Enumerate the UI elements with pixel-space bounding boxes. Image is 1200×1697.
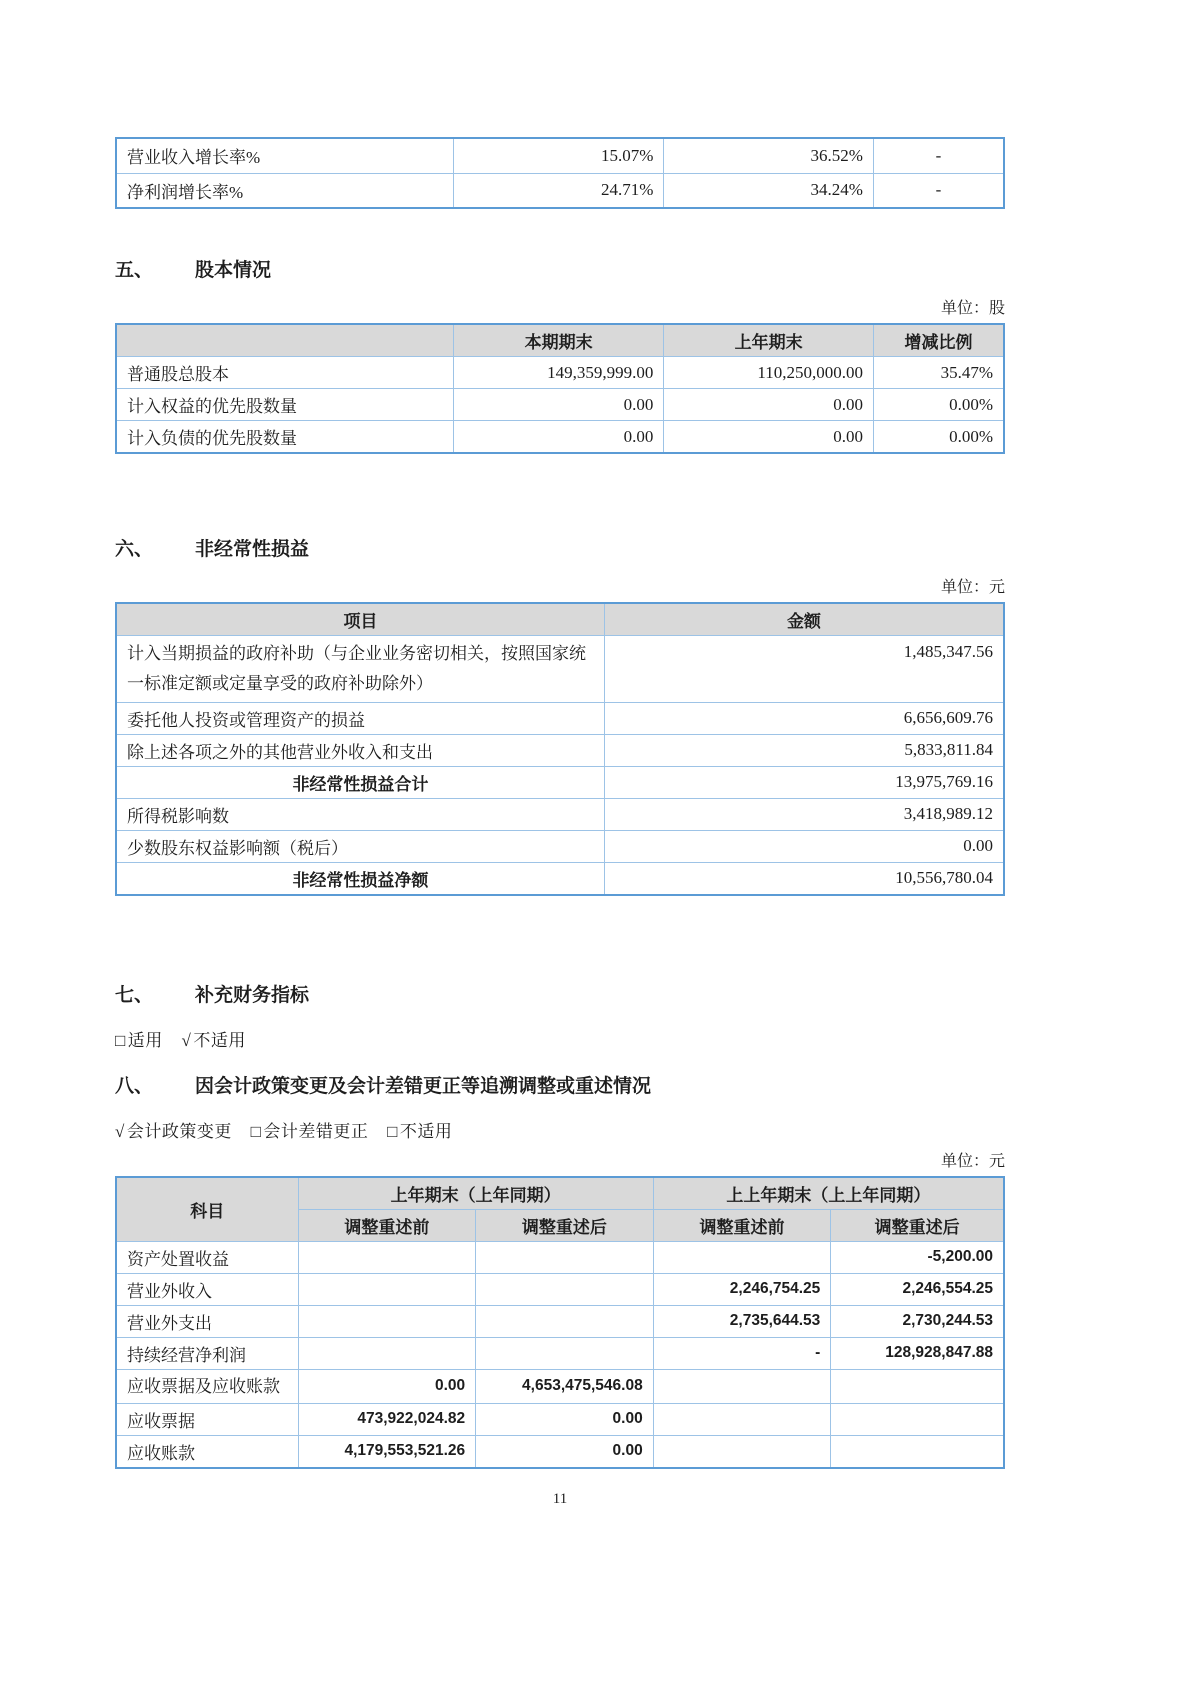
- table-header-row: [116, 324, 1004, 357]
- value-prior: 110,250,000.00: [664, 357, 874, 389]
- value-c4: 128,928,847.88: [831, 1337, 1004, 1369]
- value-current: 15.07%: [453, 138, 663, 173]
- option-item: [115, 1031, 163, 1050]
- row-label: 少数股东权益影响额（税后）: [116, 830, 604, 862]
- value-c4: [831, 1435, 1004, 1468]
- value-prior: 36.52%: [664, 138, 874, 173]
- value-c3: 2,246,754.25: [653, 1273, 831, 1305]
- option-item: [387, 1122, 452, 1141]
- section-number: 六、: [115, 539, 154, 560]
- value-c3: [653, 1403, 831, 1435]
- value-change: 0.00%: [873, 389, 1004, 421]
- value-prior: 0.00: [664, 421, 874, 454]
- value-current: 149,359,999.00: [453, 357, 663, 389]
- value-current: 0.00: [453, 389, 663, 421]
- table-row: [116, 357, 1004, 389]
- table-row: [116, 1241, 1004, 1273]
- row-label: 委托他人投资或管理资产的损益: [116, 702, 604, 734]
- table-row: [116, 421, 1004, 454]
- restatement-table: [115, 1176, 1005, 1469]
- section-number: 七、: [115, 984, 154, 1006]
- value-prior2: -: [873, 173, 1004, 208]
- header-before: 调整重述前: [653, 1209, 831, 1241]
- row-label: 非经常性损益净额: [116, 862, 604, 895]
- value-current: 0.00: [453, 421, 663, 454]
- report-page: [115, 0, 1005, 1697]
- value-c3: -: [653, 1337, 831, 1369]
- value-c2: [476, 1305, 654, 1337]
- table-row-total: [116, 862, 1004, 895]
- header-blank: [116, 324, 453, 357]
- value-change: 0.00%: [873, 421, 1004, 454]
- option-label: 适用: [127, 1030, 163, 1050]
- section5-heading: [115, 255, 1005, 282]
- value-c4: -5,200.00: [831, 1241, 1004, 1273]
- table-row-total: [116, 766, 1004, 798]
- section-number: 五、: [115, 260, 154, 281]
- page-number: 11: [552, 1490, 568, 1507]
- row-label: 持续经营净利润: [116, 1337, 298, 1369]
- value-amount: 3,418,989.12: [604, 798, 1004, 830]
- table-row: [116, 1369, 1004, 1403]
- table-row: [116, 389, 1004, 421]
- row-label: 营业收入增长率%: [116, 138, 453, 173]
- section-number: 八、: [115, 1075, 154, 1097]
- value-c1: [298, 1337, 476, 1369]
- value-c2: [476, 1337, 654, 1369]
- table-row: [116, 1337, 1004, 1369]
- header-amount: 金额: [604, 603, 1004, 636]
- table-row: [116, 173, 1004, 208]
- section-title: 因会计政策变更及会计差错更正等追溯调整或重述情况: [195, 1075, 652, 1097]
- table-row: [116, 138, 1004, 173]
- header-item: 项目: [116, 603, 604, 636]
- check-mark-icon: √: [115, 1121, 125, 1141]
- value-c3: [653, 1241, 831, 1273]
- restatement-options: [115, 1117, 1005, 1142]
- checkbox-unchecked-icon: □: [115, 1030, 126, 1050]
- option-label: 不适用: [193, 1030, 246, 1050]
- value-c2: 4,653,475,546.08: [476, 1369, 654, 1403]
- value-c1: [298, 1273, 476, 1305]
- section6-heading: [115, 534, 1005, 561]
- value-amount: 6,656,609.76: [604, 702, 1004, 734]
- row-label: 除上述各项之外的其他营业外收入和支出: [116, 734, 604, 766]
- value-c2: 0.00: [476, 1435, 654, 1468]
- value-c3: [653, 1369, 831, 1403]
- value-amount: 13,975,769.16: [604, 766, 1004, 798]
- growth-rate-table: [115, 137, 1005, 209]
- unit-label: 单位：元: [940, 579, 1005, 596]
- option-label: 会计差错更正: [263, 1121, 369, 1141]
- table-row: [116, 830, 1004, 862]
- table-row: [116, 1435, 1004, 1468]
- option-label: 会计政策变更: [126, 1121, 232, 1141]
- table-row: [116, 798, 1004, 830]
- row-label: 营业外支出: [116, 1305, 298, 1337]
- section7-heading: [115, 980, 1005, 1007]
- value-c4: 2,246,554.25: [831, 1273, 1004, 1305]
- value-c2: 0.00: [476, 1403, 654, 1435]
- value-amount: 5,833,811.84: [604, 734, 1004, 766]
- section-title: 非经常性损益: [195, 539, 310, 560]
- option-item: [115, 1122, 232, 1141]
- value-c1: 4,179,553,521.26: [298, 1435, 476, 1468]
- value-c4: [831, 1403, 1004, 1435]
- value-change: 35.47%: [873, 357, 1004, 389]
- applicability-options: [115, 1026, 1005, 1051]
- value-prior2: -: [873, 138, 1004, 173]
- header-change: 增减比例: [873, 324, 1004, 357]
- row-label: 应收账款: [116, 1435, 298, 1468]
- value-c3: 2,735,644.53: [653, 1305, 831, 1337]
- header-prior: 上年期末: [664, 324, 874, 357]
- section-title: 补充财务指标: [195, 984, 310, 1006]
- row-label: 应收票据及应收账款: [116, 1369, 298, 1403]
- section8-heading: [115, 1071, 1005, 1098]
- value-c4: [831, 1369, 1004, 1403]
- header-after: 调整重述后: [831, 1209, 1004, 1241]
- value-c1: [298, 1305, 476, 1337]
- table-row: [116, 734, 1004, 766]
- value-c1: 473,922,024.82: [298, 1403, 476, 1435]
- row-label: 资产处置收益: [116, 1241, 298, 1273]
- row-label: 净利润增长率%: [116, 173, 453, 208]
- header-group-prior2: 上上年期末（上上年同期）: [653, 1177, 1004, 1210]
- value-prior: 34.24%: [664, 173, 874, 208]
- unit-label: 单位：股: [940, 300, 1005, 317]
- table-row: [116, 1273, 1004, 1305]
- table-row: [116, 1403, 1004, 1435]
- option-item: [251, 1122, 369, 1141]
- header-before: 调整重述前: [298, 1209, 476, 1241]
- value-amount: 1,485,347.56: [604, 636, 1004, 703]
- row-label: 普通股总股本: [116, 357, 453, 389]
- table-row: [116, 1305, 1004, 1337]
- check-mark-icon: √: [181, 1030, 192, 1050]
- value-c1: [298, 1241, 476, 1273]
- value-amount: 10,556,780.04: [604, 862, 1004, 895]
- header-subject: 科目: [116, 1177, 298, 1242]
- checkbox-unchecked-icon: □: [387, 1121, 398, 1141]
- share-capital-table: [115, 323, 1005, 454]
- value-c2: [476, 1273, 654, 1305]
- value-prior: 0.00: [664, 389, 874, 421]
- table-header-row: [116, 1177, 1004, 1210]
- row-label: 所得税影响数: [116, 798, 604, 830]
- checkbox-unchecked-icon: □: [250, 1121, 262, 1141]
- row-label: 计入权益的优先股数量: [116, 389, 453, 421]
- row-label: 计入当期损益的政府补助（与企业业务密切相关，按照国家统一标准定额或定量享受的政府补助除外）: [116, 636, 604, 703]
- table-row: [116, 702, 1004, 734]
- value-amount: 0.00: [604, 830, 1004, 862]
- row-label: 营业外收入: [116, 1273, 298, 1305]
- section-title: 股本情况: [195, 260, 272, 281]
- header-after: 调整重述后: [476, 1209, 654, 1241]
- table-header-row: [116, 603, 1004, 636]
- table-row: [116, 636, 1004, 703]
- row-label: 非经常性损益合计: [116, 766, 604, 798]
- value-c4: 2,730,244.53: [831, 1305, 1004, 1337]
- value-current: 24.71%: [453, 173, 663, 208]
- header-current: 本期期末: [453, 324, 663, 357]
- option-label: 不适用: [399, 1121, 453, 1141]
- option-item: [182, 1031, 246, 1050]
- non-recurring-items-table: [115, 602, 1005, 896]
- header-group-prior: 上年期末（上年同期）: [298, 1177, 653, 1210]
- row-label: 应收票据: [116, 1403, 298, 1435]
- value-c3: [653, 1435, 831, 1468]
- unit-label: 单位：元: [940, 1152, 1005, 1170]
- value-c2: [476, 1241, 654, 1273]
- row-label: 计入负债的优先股数量: [116, 421, 453, 454]
- value-c1: 0.00: [298, 1369, 476, 1403]
